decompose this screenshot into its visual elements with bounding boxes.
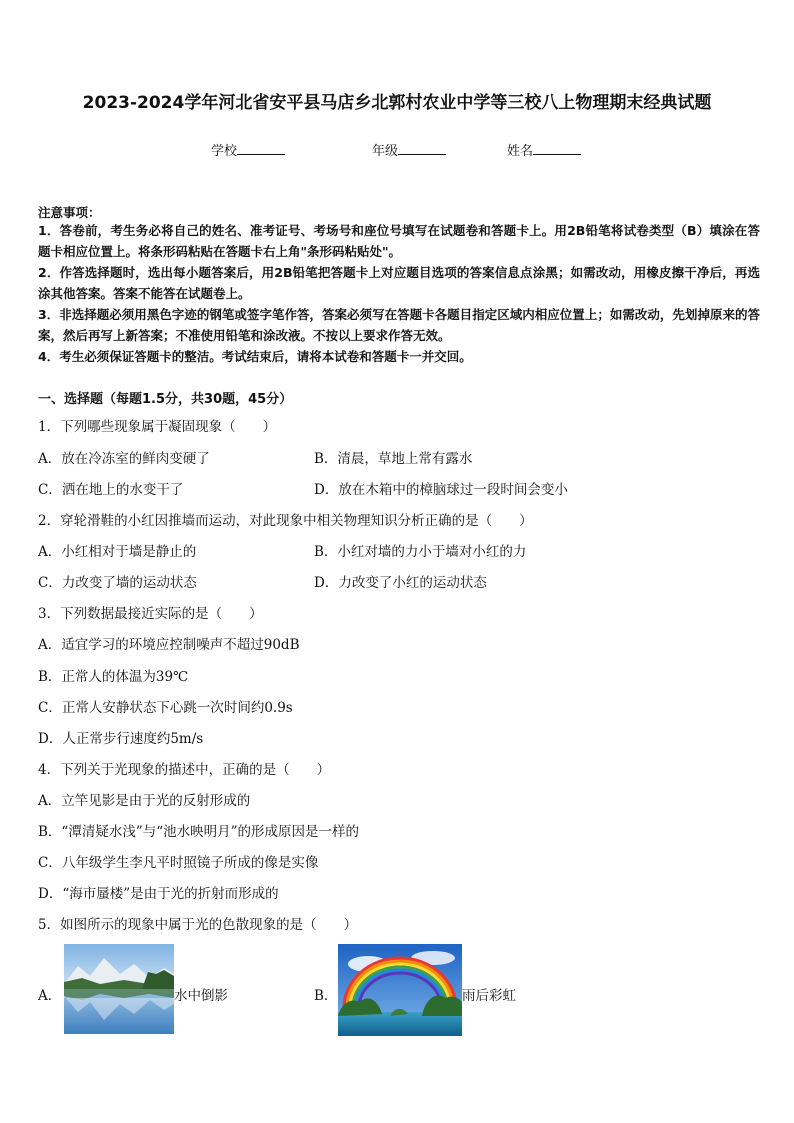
option-d[interactable]: D．“海市蜃楼”是由于光的折射而形成的: [38, 886, 279, 902]
option-b[interactable]: [314, 944, 554, 1036]
note-item: 3．非选择题必须用黑色字迹的钢笔或签字笔作答，答案必须写在答题卡各题目指定区域内相应位置上；如需改动，先划掉原来的答案，然后再写上新答案；不准使用铅笔和涂改液。不按以上要求作答无效。: [38, 307, 760, 343]
option-b-letter: B．: [314, 988, 338, 1004]
section-title: 一、选择题（每题1.5分，共30题，45分）: [38, 392, 293, 407]
option-c[interactable]: C．力改变了墙的运动状态: [38, 575, 197, 591]
option-a-letter: A．: [38, 988, 62, 1004]
school-blank[interactable]: [237, 142, 285, 155]
grade-blank[interactable]: [398, 142, 446, 155]
option-a[interactable]: [38, 944, 278, 1036]
option-d[interactable]: D．放在木箱中的樟脑球过一段时间会变小: [314, 482, 568, 498]
option-b[interactable]: B．“潭清疑水浅”与“池水映明月”的形成原因是一样的: [38, 824, 360, 840]
option-b[interactable]: B．清晨，草地上常有露水: [314, 451, 473, 467]
question-stem: 4．下列关于光现象的描述中，正确的是（ ）: [38, 762, 331, 778]
option-a[interactable]: A．立竿见影是由于光的反射形成的: [38, 793, 251, 809]
option-c[interactable]: C．正常人安静状态下心跳一次时间约0.9s: [38, 700, 293, 716]
option-c[interactable]: C．八年级学生李凡平时照镜子所成的像是实像: [38, 855, 319, 871]
option-a[interactable]: A．放在冷冻室的鲜肉变硬了: [38, 451, 210, 467]
note-item: 4．考生必须保证答题卡的整洁。考试结束后，请将本试卷和答题卡一并交回。: [38, 349, 472, 364]
option-a-caption: 水中倒影: [174, 988, 228, 1004]
school-label: 学校: [211, 144, 238, 159]
page-title: 2023-2024学年河北省安平县马店乡北郭村农业中学等三校八上物理期末经典试题: [82, 93, 712, 113]
question-stem: 5．如图所示的现象中属于光的色散现象的是（ ）: [38, 917, 358, 933]
rainbow-photo: [338, 944, 462, 1036]
option-d[interactable]: D．人正常步行速度约5m/s: [38, 731, 204, 747]
option-a[interactable]: A．适宜学习的环境应控制噪声不超过90dB: [38, 637, 300, 653]
grade-label: 年级: [372, 144, 399, 159]
option-b-caption: 雨后彩虹: [462, 988, 516, 1004]
option-b[interactable]: B．正常人的体温为39℃: [38, 669, 189, 685]
option-b[interactable]: B．小红对墙的力小于墙对小红的力: [314, 544, 527, 560]
name-blank[interactable]: [533, 142, 581, 155]
question-stem: 1．下列哪些现象属于凝固现象（ ）: [38, 419, 277, 435]
option-c[interactable]: C．洒在地上的水变干了: [38, 482, 184, 498]
question-stem: 2．穿轮滑鞋的小红因推墙而运动，对此现象中相关物理知识分析正确的是（ ）: [38, 513, 533, 529]
name-label: 姓名: [507, 144, 534, 159]
note-item: 2．作答选择题时，选出每小题答案后，用2B铅笔把答题卡上对应题目选项的答案信息点涂黑；如需改动，用橡皮擦干净后，再选涂其他答案。答案不能答在试题卷上。: [38, 265, 760, 301]
school-field: [211, 140, 285, 159]
notes-heading: 注意事项：: [38, 205, 101, 220]
option-d[interactable]: D．力改变了小红的运动状态: [314, 575, 487, 591]
grade-field: [372, 140, 446, 159]
name-field: [507, 140, 581, 159]
option-a[interactable]: A．小红相对于墙是静止的: [38, 544, 197, 560]
reflection-photo: [64, 944, 174, 1034]
note-item: 1．答卷前，考生务必将自己的姓名、准考证号、考场号和座位号填写在试题卷和答题卡上。用2B铅笔将试卷类型（B）填涂在答题卡相应位置上。将条形码粘贴在答题卡右上角"条形码粘贴处"。: [38, 223, 760, 259]
question-stem: 3．下列数据最接近实际的是（ ）: [38, 606, 263, 622]
